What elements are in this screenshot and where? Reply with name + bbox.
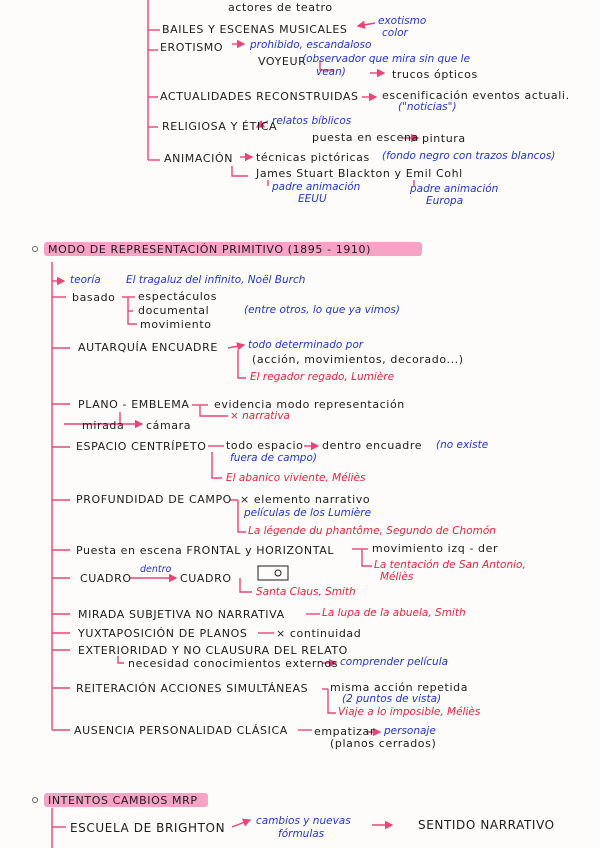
note-voyeur-def1: (observador que mira sin que le [302, 53, 471, 65]
note-james: James Stuart Blackton y Emil Cohl [256, 167, 463, 180]
example-santa: Santa Claus, Smith [256, 586, 356, 598]
note-empatizar: empatizar [314, 725, 376, 738]
topic-mirada-subjetiva: MIRADA SUBJETIVA NO NARRATIVA [78, 608, 285, 621]
note-elemento: × elemento narrativo [240, 493, 371, 506]
note-europa: Europa [426, 195, 464, 207]
note-entre-otros: (entre otros, lo que ya vimos) [244, 304, 401, 316]
topic-autarquia: AUTARQUÍA ENCUADRE [78, 341, 218, 354]
note-actores: actores de teatro [228, 1, 333, 14]
note-todo-determinado: todo determinado por [248, 339, 364, 351]
note-dentro: dentro [140, 564, 172, 575]
note-sentido: SENTIDO NARRATIVO [418, 818, 555, 832]
note-prohibido: prohibido, escandaloso [250, 39, 372, 51]
note-exotismo: exotismo [378, 15, 427, 27]
example-lupa: La lupa de la abuela, Smith [322, 607, 466, 619]
note-todo-espacio: todo espacio [226, 439, 304, 452]
topic-profundidad: PROFUNDIDAD DE CAMPO [76, 493, 232, 506]
note-espectaculos: espectáculos [138, 290, 218, 303]
frame-sketch [258, 566, 288, 580]
topic-bailes: BAILES Y ESCENAS MUSICALES [162, 23, 348, 36]
topic-animacion: ANIMACIÓN [164, 152, 234, 165]
section-title-mrp: MODO DE REPRESENTACIÓN PRIMITIVO (1895 - 1910) [48, 243, 372, 256]
note-mirada: mirada [82, 419, 125, 432]
example-abanico: El abanico viviente, Méliès [226, 472, 366, 484]
note-cambios: cambios y nuevas [256, 815, 351, 827]
note-voyeur: VOYEUR [258, 55, 307, 68]
topic-ausencia: AUSENCIA PERSONALIDAD CLÁSICA [74, 724, 288, 737]
note-formulas: fórmulas [278, 828, 325, 840]
note-necesidad: necesidad conocimientos externos [128, 657, 339, 670]
note-eeuu: EEUU [298, 193, 327, 205]
note-documental: documental [138, 304, 210, 317]
section-bullet [32, 797, 38, 803]
note-peliculas-lumiere: películas de los Lumière [244, 507, 372, 519]
note-continuidad: × continuidad [276, 627, 362, 640]
note-padre-europa: padre animación [410, 183, 499, 195]
note-tragaluz: El tragaluz del infinito, Noël Burch [126, 274, 306, 286]
topic-frontal: Puesta en escena FRONTAL y HORIZONTAL [76, 544, 335, 557]
note-tecnicas: técnicas pictóricas [256, 151, 370, 164]
note-color: color [382, 27, 408, 39]
note-fuera-campo: fuera de campo) [230, 452, 317, 464]
note-trucos: trucos ópticos [392, 68, 478, 81]
topic-cuadro: CUADRO [80, 572, 132, 585]
topic-teoria: teoría [70, 274, 101, 286]
note-pintura: pintura [422, 132, 466, 145]
topic-yuxtaposicion: YUXTAPOSICIÓN DE PLANOS [78, 627, 248, 640]
topic-espacio: ESPACIO CENTRÍPETO [76, 440, 207, 453]
note-dos-puntos: (2 puntos de vista) [342, 693, 442, 705]
topic-reiteracion: REITERACIÓN ACCIONES SIMULTÁNEAS [76, 682, 309, 695]
topic-brighton: ESCUELA DE BRIGHTON [70, 821, 226, 835]
example-tentacion: La tentación de San Antonio, [374, 559, 526, 571]
example-tentacion-author: Méliès [380, 571, 414, 583]
note-relatos: relatos bíblicos [272, 115, 352, 127]
topic-plano-emblema: PLANO - EMBLEMA [78, 398, 190, 411]
topic-religiosa: RELIGIOSA Y ÉTICA [162, 120, 278, 133]
note-movimiento-izq: movimiento izq - der [372, 542, 499, 555]
section-bullet [32, 246, 38, 252]
topic-actualidades: ACTUALIDADES RECONSTRUIDAS [160, 90, 359, 103]
note-dentro-encuadre: dentro encuadre [322, 439, 423, 452]
note-puesta: puesta en escena [312, 131, 419, 144]
note-escenificacion: escenificación eventos actuali. [382, 89, 570, 102]
note-padre-eeuu: padre animación [272, 181, 361, 193]
note-narrativa: × narrativa [230, 410, 290, 422]
note-voyeur-def2: vean) [316, 66, 346, 78]
note-misma-accion: misma acción repetida [330, 681, 469, 694]
topic-basado: basado [72, 291, 116, 304]
note-comprender: comprender película [340, 656, 449, 668]
note-camara: cámara [146, 419, 192, 432]
note-no-existe: (no existe [436, 439, 489, 451]
topic-exterioridad: EXTERIORIDAD Y NO CLAUSURA DEL RELATO [78, 644, 348, 657]
note-personaje: personaje [384, 725, 436, 737]
note-fondo: (fondo negro con trazos blancos) [382, 150, 556, 162]
note-noticias: ("noticias") [398, 101, 457, 113]
example-viaje: Viaje a lo imposible, Méliès [338, 706, 481, 718]
example-legende: La légende du phantôme, Segundo de Chomón [248, 525, 496, 537]
note-movimiento: movimiento [140, 318, 212, 331]
note-cuadro: CUADRO [180, 572, 232, 585]
topic-erotismo: EROTISMO [160, 41, 224, 54]
note-planos-cerrados: (planos cerrados) [330, 737, 437, 750]
section-title-intentos: INTENTOS CAMBIOS MRP [48, 794, 198, 807]
note-evidencia: evidencia modo representación [214, 398, 405, 411]
example-regador: El regador regado, Lumière [250, 371, 395, 383]
note-accion: (acción, movimientos, decorado...) [252, 353, 464, 366]
